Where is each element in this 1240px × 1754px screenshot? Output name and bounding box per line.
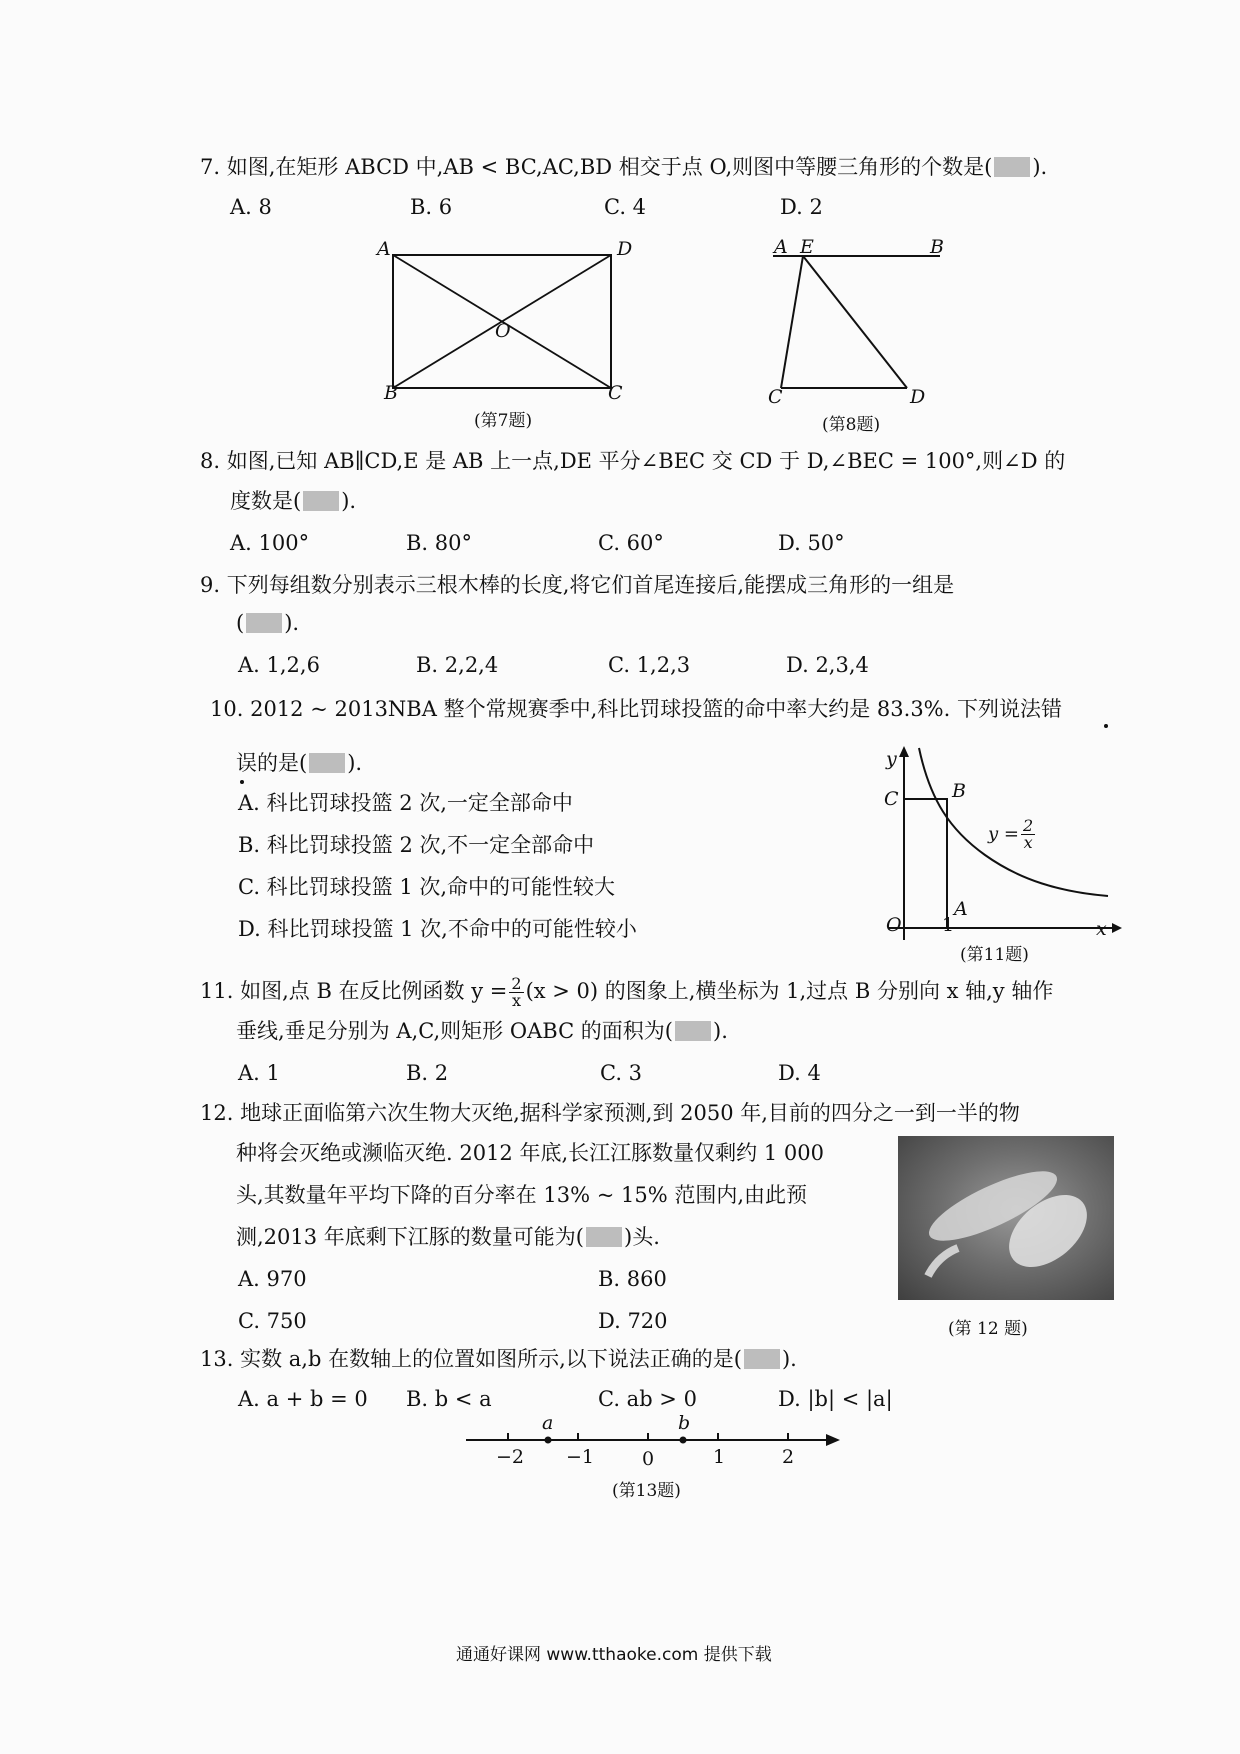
q7-option-b: B. 6 <box>410 195 453 219</box>
q12-option-c: C. 750 <box>238 1309 307 1333</box>
q10-number: 10. <box>210 697 244 721</box>
tick-label-0: 0 <box>642 1448 655 1470</box>
graph-label-one: 1 <box>942 914 955 936</box>
point-label-c: C <box>884 788 899 810</box>
q8-option-d: D. 50° <box>778 531 845 555</box>
q12-text: 地球正面临第六次生物大灭绝,据科学家预测,到 2050 年,目前的四分之一到一半的物 <box>240 1101 1020 1125</box>
q11-text-cont: (x > 0) 的图象上,横坐标为 1,过点 B 分别向 x 轴,y 轴作 <box>525 979 1054 1003</box>
frac-numerator: 2 <box>1022 816 1034 835</box>
q12-stem-line3: 头,其数量年平均下降的百分率在 13% ~ 15% 范围内,由此预 <box>236 1183 807 1207</box>
graph-label-origin: O <box>886 914 902 936</box>
frac-denominator: x <box>1023 833 1033 852</box>
q8-option-a: A. 100° <box>230 531 310 555</box>
q13-option-b: B. b < a <box>406 1387 492 1411</box>
tick-label-2: 2 <box>782 1446 795 1468</box>
q10-text-2: 误的是( <box>236 751 308 775</box>
q10-text-end: ). <box>347 751 363 775</box>
q7-option-a: A. 8 <box>230 195 272 219</box>
q13-caption: (第13题) <box>612 1481 681 1501</box>
q8-text-2: 度数是( <box>230 489 302 513</box>
q12-option-d: D. 720 <box>598 1309 668 1333</box>
q9-text: 下列每组数分别表示三根木棒的长度,将它们首尾连接后,能摆成三角形的一组是 <box>226 573 955 597</box>
q11-option-d: D. 4 <box>778 1061 821 1085</box>
q11-caption: (第11题) <box>960 945 1029 965</box>
q10-text: 2012 ~ 2013NBA 整个常规赛季中,科比罚球投篮的命中率大约是 83.3%. 下列说法错 <box>250 697 1062 721</box>
q10-option-a: A. 科比罚球投篮 2 次,一定全部命中 <box>238 791 573 815</box>
q12-caption: (第 12 题) <box>948 1319 1028 1339</box>
q12-stem-line2: 种将会灭绝或濒临灭绝. 2012 年底,长江江豚数量仅剩约 1 000 <box>236 1141 824 1165</box>
frac-numerator: 2 <box>511 974 522 993</box>
q8-number: 8. <box>200 449 221 473</box>
q7-text: 如图,在矩形 ABCD 中,AB < BC,AC,BD 相交于点 O,则图中等腰三角形的个数是( <box>226 155 993 179</box>
q12-text-4: 测,2013 年底剩下江豚的数量可能为( <box>236 1225 584 1249</box>
q7-option-d: D. 2 <box>780 195 823 219</box>
point-label-c: C <box>608 382 623 404</box>
q7-text-end: ). <box>1032 155 1048 179</box>
q7-caption: (第7题) <box>474 411 533 431</box>
graph-label-y: y <box>886 748 897 770</box>
point-label-b: B <box>952 780 966 802</box>
q13-number: 13. <box>200 1347 234 1371</box>
q12-text-end: )头. <box>624 1225 660 1249</box>
tick-label-1: 1 <box>713 1446 726 1468</box>
q9-option-a: A. 1,2,6 <box>238 653 320 677</box>
q12-option-a: A. 970 <box>238 1267 307 1291</box>
point-label-d: D <box>617 238 633 260</box>
q9-text-end: ). <box>284 611 300 635</box>
point-label-c: C <box>768 386 783 408</box>
q10-option-b: B. 科比罚球投篮 2 次,不一定全部命中 <box>238 833 595 857</box>
q8-option-b: B. 80° <box>406 531 473 555</box>
q11-text-end: ). <box>713 1019 728 1043</box>
point-label-a: A <box>954 898 968 920</box>
number-line-arrow <box>826 1434 840 1446</box>
q8-caption: (第8题) <box>822 415 881 435</box>
q8-text: 如图,已知 AB∥CD,E 是 AB 上一点,DE 平分∠BEC 交 CD 于 D,∠BEC = 100°,则∠D 的 <box>226 449 1066 473</box>
frac-denominator: x <box>511 991 521 1010</box>
tick-label-neg1: −1 <box>566 1446 595 1468</box>
q13-option-d: D. |b| < |a| <box>778 1387 893 1411</box>
point-label-a: A <box>377 238 391 260</box>
point-label-b: B <box>384 382 398 404</box>
q13-option-c: C. ab > 0 <box>598 1387 697 1411</box>
q8-option-c: C. 60° <box>598 531 664 555</box>
q8-text-end: ). <box>341 489 357 513</box>
q9-text-2: ( <box>236 611 245 635</box>
q11-text: 如图,点 B 在反比例函数 y = <box>240 979 508 1003</box>
q9-option-c: C. 1,2,3 <box>608 653 691 677</box>
q10-option-d: D. 科比罚球投篮 1 次,不命中的可能性较小 <box>238 917 637 941</box>
graph-label-x: x <box>1096 918 1107 940</box>
q9-option-b: B. 2,2,4 <box>416 653 499 677</box>
function-label-lhs: y = <box>988 823 1019 845</box>
q9-option-d: D. 2,3,4 <box>786 653 869 677</box>
number-line-label-a: a <box>542 1412 554 1434</box>
q11-text-2: 垂线,垂足分别为 A,C,则矩形 OABC 的面积为( <box>236 1019 673 1043</box>
point-label-d: D <box>910 386 926 408</box>
footer-credit: 通通好课网 www.tthaoke.com 提供下载 <box>456 1645 772 1665</box>
q13-text: 实数 a,b 在数轴上的位置如图所示,以下说法正确的是( <box>240 1347 742 1371</box>
point-label-a: A <box>774 236 788 258</box>
q11-number: 11. <box>200 979 234 1003</box>
q13-text-end: ). <box>781 1347 797 1371</box>
q11-option-b: B. 2 <box>406 1061 449 1085</box>
point-label-e: E <box>800 236 814 258</box>
q12-option-b: B. 860 <box>598 1267 667 1291</box>
q11-option-a: A. 1 <box>238 1061 280 1085</box>
point-label-b: B <box>930 236 944 258</box>
q12-number: 12. <box>200 1101 234 1125</box>
point-label-o: O <box>495 320 511 342</box>
tick-label-neg2: −2 <box>496 1446 525 1468</box>
point-b <box>680 1437 687 1444</box>
q9-number: 9. <box>200 573 221 597</box>
q10-option-c: C. 科比罚球投篮 1 次,命中的可能性较大 <box>238 875 616 899</box>
q7-option-c: C. 4 <box>604 195 647 219</box>
q11-option-c: C. 3 <box>600 1061 643 1085</box>
q7-number: 7. <box>200 155 221 179</box>
q13-option-a: A. a + b = 0 <box>238 1387 368 1411</box>
point-a <box>545 1437 552 1444</box>
number-line-label-b: b <box>678 1412 691 1434</box>
